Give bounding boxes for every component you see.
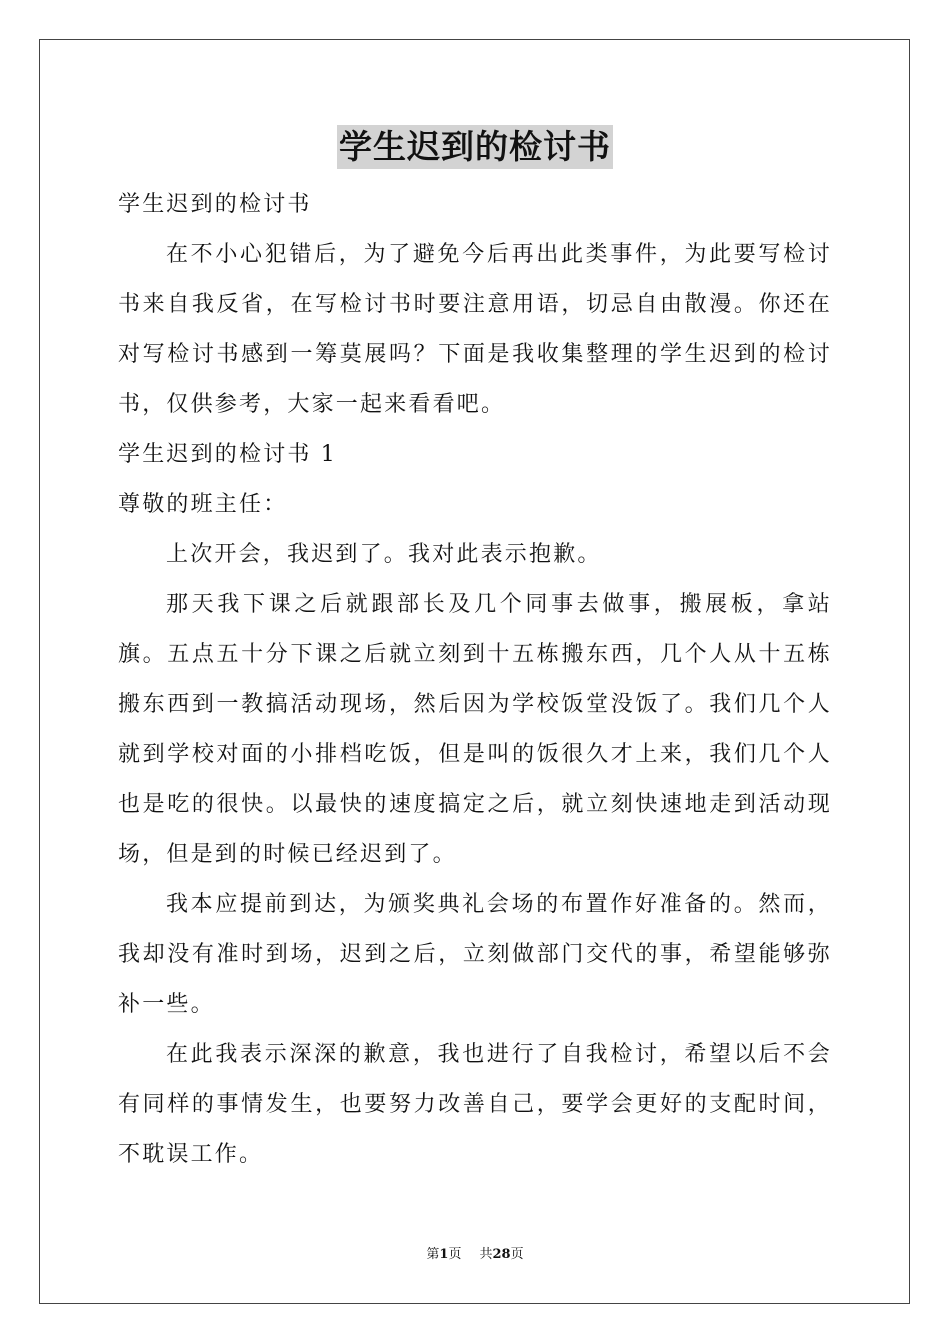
document-body xyxy=(118,180,832,1180)
salutation: 尊敬的班主任： xyxy=(118,492,288,517)
page-prefix: 第 xyxy=(426,1247,440,1262)
page-footer xyxy=(0,1246,950,1264)
total-unit: 页 xyxy=(510,1247,524,1262)
section-heading: 学生迟到的检讨书 1 xyxy=(118,442,337,467)
body-paragraph: 上次开会，我迟到了。我对此表示抱歉。 xyxy=(166,542,602,567)
intro-paragraph: 在不小心犯错后，为了避免今后再出此类事件，为此要写检讨书来自我反省，在写检讨书时要注意用语，切忌自由散漫。你还在对写检讨书感到一筹莫展吗？下面是我收集整理的学生迟到的检讨书，仅供参考，大家一起来看看吧。 xyxy=(118,242,832,417)
document-title: 学生迟到的检讨书 xyxy=(337,125,613,169)
body-paragraph: 那天我下课之后就跟部长及几个同事去做事，搬展板，拿站旗。五点五十分下课之后就立刻到十五栋搬东西，几个人从十五栋搬东西到一教搞活动现场，然后因为学校饭堂没饭了。我们几个人就到学校对面的小排档吃饭，但是叫的饭很久才上来，我们几个人也是吃的很快。以最快的速度搞定之后，就立刻快速地走到活动现场，但是到的时候已经迟到了。 xyxy=(118,592,832,867)
body-paragraph: 我本应提前到达，为颁奖典礼会场的布置作好准备的。然而，我却没有准时到场，迟到之后，立刻做部门交代的事，希望能够弥补一些。 xyxy=(118,892,832,1017)
subtitle-paragraph: 学生迟到的检讨书 xyxy=(118,192,312,217)
total-prefix: 共 xyxy=(479,1247,493,1262)
body-paragraph: 在此我表示深深的歉意，我也进行了自我检讨，希望以后不会有同样的事情发生，也要努力改善自己，要学会更好的支配时间，不耽误工作。 xyxy=(118,1042,832,1167)
page-unit: 页 xyxy=(448,1247,462,1262)
current-page-number: 1 xyxy=(439,1247,449,1262)
title-container xyxy=(0,125,950,169)
total-page-count: 28 xyxy=(492,1247,511,1262)
